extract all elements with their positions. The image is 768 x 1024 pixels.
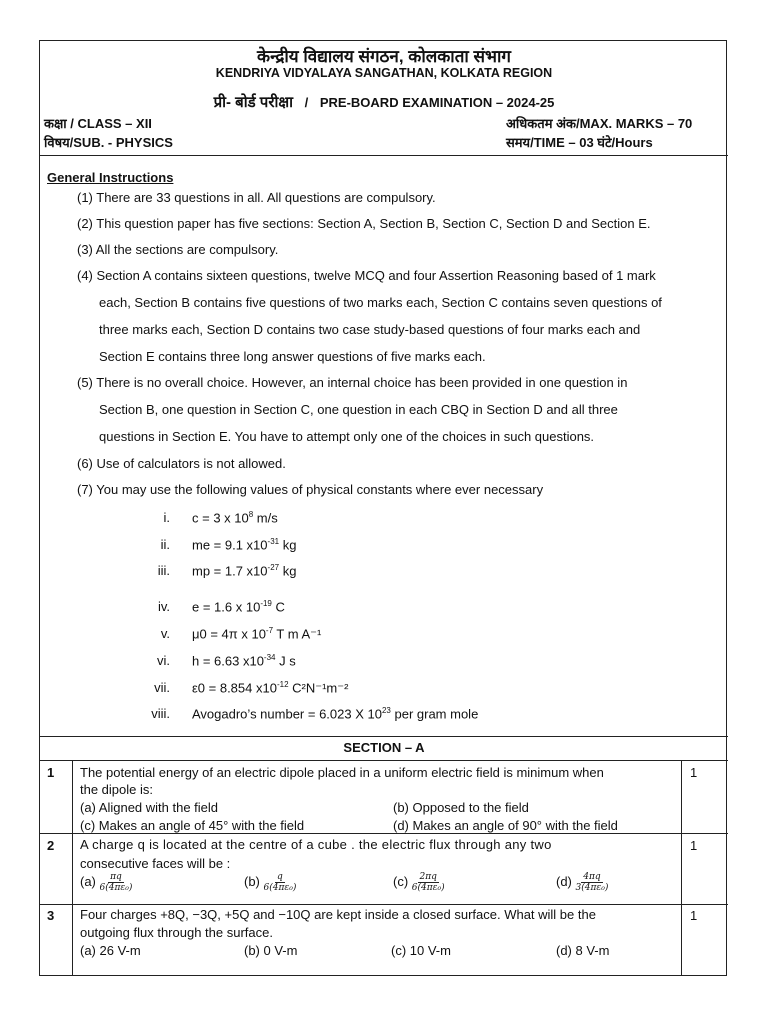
q2-option-b (244, 872, 296, 893)
constant-number: iii. (157, 563, 170, 578)
q2-option-a (80, 872, 132, 893)
q3-option-d: (d) 8 V-m (556, 943, 610, 958)
section-a-title: SECTION – A (343, 740, 425, 755)
q2-a-numerator: πq (110, 872, 122, 882)
q3-option-c: (c) 10 V-m (391, 943, 451, 958)
constant-text: Avogadro’s number = 6.023 X 10 (192, 706, 382, 722)
instruction-5: (5) There is no overall choice. However, an internal choice has been provided in one question in (77, 375, 628, 390)
title-hindi: केन्द्रीय विद्यालय संगठन, कोलकाता संभाग (257, 47, 511, 66)
q1-text-line1: The potential energy of an electric dipole placed in a uniform electric field is minimum when (80, 765, 604, 780)
q1-option-c: (c) Makes an angle of 45° with the field (80, 818, 305, 833)
instruction-5-cont-1: Section B, one question in Section C, one question in each CBQ in Section D and all three (99, 402, 618, 417)
constant-text: e = 1.6 x 10 (192, 599, 261, 615)
constant-unit: m/s (253, 510, 278, 526)
constant-value (192, 653, 296, 668)
constant-exponent: -34 (263, 653, 276, 662)
q3-option-b: (b) 0 V-m (244, 943, 298, 958)
general-instructions-title: General Instructions (47, 170, 174, 185)
q2-option-b-fraction (264, 872, 297, 893)
qnum-column-line (72, 760, 73, 976)
constant-number: ii. (160, 537, 170, 552)
q3-text-line2: outgoing flux through the surface. (80, 925, 273, 940)
constant-value (192, 599, 285, 614)
constant-value (192, 680, 348, 696)
q2-option-d-label: (d) (556, 873, 572, 889)
constant-number: viii. (151, 706, 170, 721)
constant-unit: C²N⁻¹m⁻² (288, 680, 349, 696)
instruction-4-cont-1: each, Section B contains five questions of two marks each, Section C contains seven questions of (99, 295, 662, 310)
q1-marks: 1 (690, 765, 698, 780)
q2-d-numerator: 4πq (583, 872, 601, 882)
q1-option-b: (b) Opposed to the field (393, 800, 529, 815)
q2-c-denominator: 6(4πε₀) (411, 883, 445, 893)
q2-marks: 1 (690, 838, 698, 853)
q2-option-d (556, 872, 608, 893)
instruction-1: (1) There are 33 questions in all. All questions are compulsory. (77, 190, 436, 205)
q2-a-denominator: 6(4πε₀) (99, 883, 133, 893)
time-label: समय/TIME – 03 घंटे/Hours (506, 135, 653, 150)
constant-exponent: -7 (265, 626, 274, 635)
q1-divider (40, 833, 728, 834)
section-table-top (40, 736, 728, 737)
exam-title-hindi: प्री- बोर्ड परीक्षा (213, 94, 293, 111)
instruction-6: (6) Use of calculators is not allowed. (77, 456, 286, 471)
constant-text: me = 9.1 x10 (192, 537, 268, 553)
class-label: कक्षा / CLASS – XII (44, 116, 152, 131)
instruction-4-cont-3: Section E contains three long answer questions of five marks each. (99, 349, 486, 364)
constant-exponent: 23 (381, 706, 391, 715)
q3-marks: 1 (690, 908, 698, 923)
exam-title-english: PRE-BOARD EXAMINATION – 2024-25 (319, 95, 555, 110)
q2-option-d-fraction (576, 872, 609, 893)
constant-exponent: -19 (260, 599, 272, 608)
q2-option-c-label: (c) (393, 873, 409, 889)
title-english: KENDRIYA VIDYALAYA SANGATHAN, KOLKATA REGION (215, 66, 553, 80)
constant-value (192, 563, 296, 578)
subject-label: विषय/SUB. - PHYSICS (44, 135, 173, 150)
q1-text-line2: the dipole is: (80, 782, 153, 797)
instruction-7: (7) You may use the following values of physical constants where ever necessary (77, 482, 544, 497)
q2-option-c-fraction (412, 872, 445, 893)
q2-number: 2 (47, 838, 55, 853)
q2-option-b-label: (b) (244, 873, 260, 889)
constant-number: vi. (157, 653, 170, 668)
section-title-divider (40, 760, 728, 761)
q2-d-denominator: 3(4πε₀) (575, 883, 609, 893)
constant-number: vii. (154, 680, 170, 695)
instruction-3: (3) All the sections are compulsory. (77, 242, 279, 257)
constant-number: v. (160, 626, 170, 641)
q2-option-a-label: (a) (80, 873, 96, 889)
constant-exponent: -27 (267, 563, 280, 572)
header-divider (40, 155, 728, 156)
constant-unit: J s (275, 653, 296, 669)
q1-number: 1 (47, 765, 55, 780)
constant-unit: kg (279, 563, 297, 579)
max-marks-label: अधिकतम अंक/MAX. MARKS – 70 (506, 116, 693, 131)
constant-unit: kg (279, 537, 297, 553)
constant-text: mp = 1.7 x10 (192, 563, 268, 579)
q2-b-denominator: 6(4πε₀) (263, 883, 297, 893)
q2-b-numerator: q (277, 872, 283, 882)
q2-option-a-fraction (100, 872, 133, 893)
q2-option-c (393, 872, 445, 893)
constant-value (192, 626, 321, 642)
q2-divider (40, 904, 728, 905)
constant-value (192, 510, 278, 525)
instruction-4-cont-2: three marks each, Section D contains two case study-based questions of four marks each and (99, 322, 641, 337)
exam-title-sep: / (304, 95, 309, 110)
instruction-4: (4) Section A contains sixteen questions, twelve MCQ and four Assertion Reasoning based of 1 mark (77, 268, 656, 283)
q3-number: 3 (47, 908, 55, 923)
q3-text-line1: Four charges +8Q, −3Q, +5Q and −10Q are kept inside a closed surface. What will be the (80, 907, 596, 922)
q1-option-d: (d) Makes an angle of 90° with the field (393, 818, 618, 833)
instruction-2: (2) This question paper has five sections: Section A, Section B, Section C, Section D and Section E. (77, 216, 651, 231)
constant-number: i. (163, 510, 170, 525)
constant-unit: C (271, 599, 285, 615)
marks-column-line (681, 760, 682, 976)
exam-title (40, 92, 728, 112)
constant-text: c = 3 x 10 (192, 510, 249, 526)
constant-exponent: -12 (276, 680, 289, 689)
q2-c-numerator: 2πq (419, 872, 437, 882)
q2-text-line2: consecutive faces will be : (80, 856, 231, 871)
constant-exponent: -31 (267, 537, 280, 546)
q3-option-a: (a) 26 V-m (80, 943, 141, 958)
constant-text: h = 6.63 x10 (192, 653, 264, 669)
q1-option-a: (a) Aligned with the field (80, 800, 219, 815)
constant-unit: T m A⁻¹ (273, 626, 322, 642)
q2-text-line1: A charge q is located at the centre of a cube . the electric flux through any two (80, 837, 552, 852)
constant-value (192, 706, 478, 721)
constant-unit: per gram mole (390, 706, 479, 722)
constant-value (192, 537, 296, 552)
constant-text: μ0 = 4π x 10 (192, 626, 266, 642)
instruction-5-cont-2: questions in Section E. You have to attempt only one of the choices in such questions. (99, 429, 595, 444)
constant-exponent: 8 (248, 510, 254, 519)
constant-number: iv. (157, 599, 170, 614)
constant-text: ε0 = 8.854 x10 (192, 680, 277, 696)
